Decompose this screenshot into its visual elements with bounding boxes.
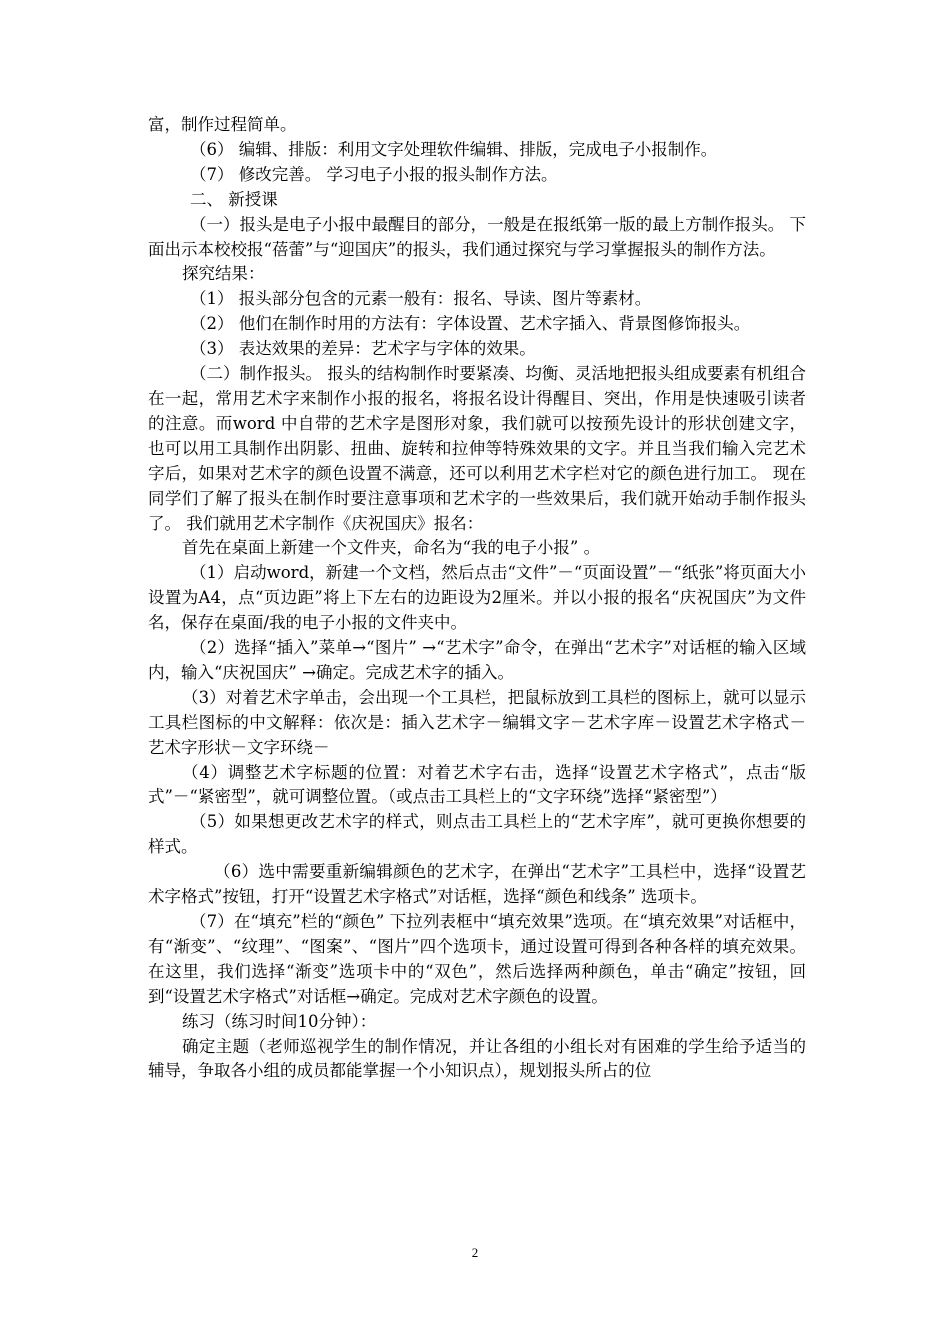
- paragraph: （3）对着艺术字单击，会出现一个工具栏，把鼠标放到工具栏的图标上，就可以显示工具栏图标的中文解释：依次是：插入艺术字－编辑文字－艺术字库－设置艺术字格式－艺术字形状－文字环绕－: [148, 687, 806, 757]
- page-number: 2: [471, 1245, 479, 1260]
- paragraph: （7）在“填充”栏的“颜色” 下拉列表框中“填充效果”选项。在“填充效果”对话框中，有“渐变”、“纹理”、“图案”、“图片”四个选项卡，通过设置可得到各种各样的填充效果。在这里，我们选择“渐变”选项卡中的“双色”，然后选择两种颜色，单击“确定”按钮，回到“设置艺术字格式”对话框→确定。完成对艺术字颜色的设置。: [148, 912, 806, 1006]
- paragraph: （6）选中需要重新编辑颜色的艺术字，在弹出“艺术字”工具栏中，选择“设置艺术字格式”按钮，打开“设置艺术字格式”对话框，选择“颜色和线条” 选项卡。: [148, 862, 806, 907]
- paragraph: （3） 表达效果的差异：艺术字与字体的效果。: [190, 339, 536, 359]
- paragraph: （1）启动word，新建一个文档，然后点击“文件”－“页面设置”－“纸张”将页面大小设置为A4，点“页边距”将上下左右的边距设为2厘米。并以小报的报名“庆祝国庆”为文件名，保存在桌面/我的电子小报的文件夹中。: [148, 563, 806, 633]
- paragraph: （2） 他们在制作时用的方法有：字体设置、艺术字插入、背景图修饰报头。: [190, 314, 751, 334]
- paragraph: 探究结果：: [182, 264, 265, 284]
- paragraph: 练习（练习时间10分钟）：: [182, 1011, 377, 1031]
- paragraph: （7） 修改完善。 学习电子小报的报头制作方法。: [190, 164, 558, 184]
- paragraph: （6） 编辑、排版：利用文字处理软件编辑、排版，完成电子小报制作。: [190, 139, 718, 159]
- paragraph: 首先在桌面上新建一个文件夹，命名为“我的电子小报” 。: [182, 538, 601, 558]
- paragraph: （4）调整艺术字标题的位置：对着艺术字右击，选择“设置艺术字格式”，点击“版式”－“紧密型”，就可调整位置。（或点击工具栏上的“文字环绕”选择“紧密型”）: [148, 762, 806, 807]
- paragraph: 富，制作过程简单。: [148, 115, 297, 134]
- paragraph: （2）选择“插入”菜单→“图片” →“艺术字”命令，在弹出“艺术字”对话框的输入区域内，输入“庆祝国庆” →确定。完成艺术字的插入。: [148, 638, 806, 682]
- paragraph: （5）如果想更改艺术字的样式，则点击工具栏上的“艺术字库”，就可更换你想要的样式。: [148, 812, 806, 857]
- paragraph: （二）制作报头。 报头的结构制作时要紧凑、均衡、灵活地把报头组成要素有机组合在一起，常用艺术字来制作小报的报名，将报名设计得醒目、突出，作用是快速吸引读者的注意。而word 中自带的艺术字是图形对象，我们就可以按预先设计的形状创建文字，也可以用工具制作出阴影、扭曲、旋转和拉伸等特殊效果的文字。并且当我们输入完艺术字后，如果对艺术字的颜色设置不满意，还可以利用艺术字栏对它的颜色进行加工。 现在同学们了解了报头在制作时要注意事项和艺术字的一些效果后，我们就开始动手制作报头了。 我们就用艺术字制作《庆祝国庆》报名：: [148, 364, 806, 533]
- section-heading: 二、 新授课: [190, 189, 278, 209]
- paragraph: （1） 报头部分包含的元素一般有：报名、导读、图片等素材。: [190, 289, 652, 309]
- body-text: [148, 113, 806, 1084]
- paragraph: 确定主题（老师巡视学生的制作情况，并让各组的小组长对有困难的学生给予适当的辅导，争取各小组的成员都能掌握一个小知识点），规划报头所占的位: [148, 1036, 806, 1081]
- paragraph: （一）报头是电子小报中最醒目的部分，一般是在报纸第一版的最上方制作报头。 下面出示本校校报“蓓蕾”与“迎国庆”的报头，我们通过探究与学习掌握报头的制作方法。: [148, 214, 806, 259]
